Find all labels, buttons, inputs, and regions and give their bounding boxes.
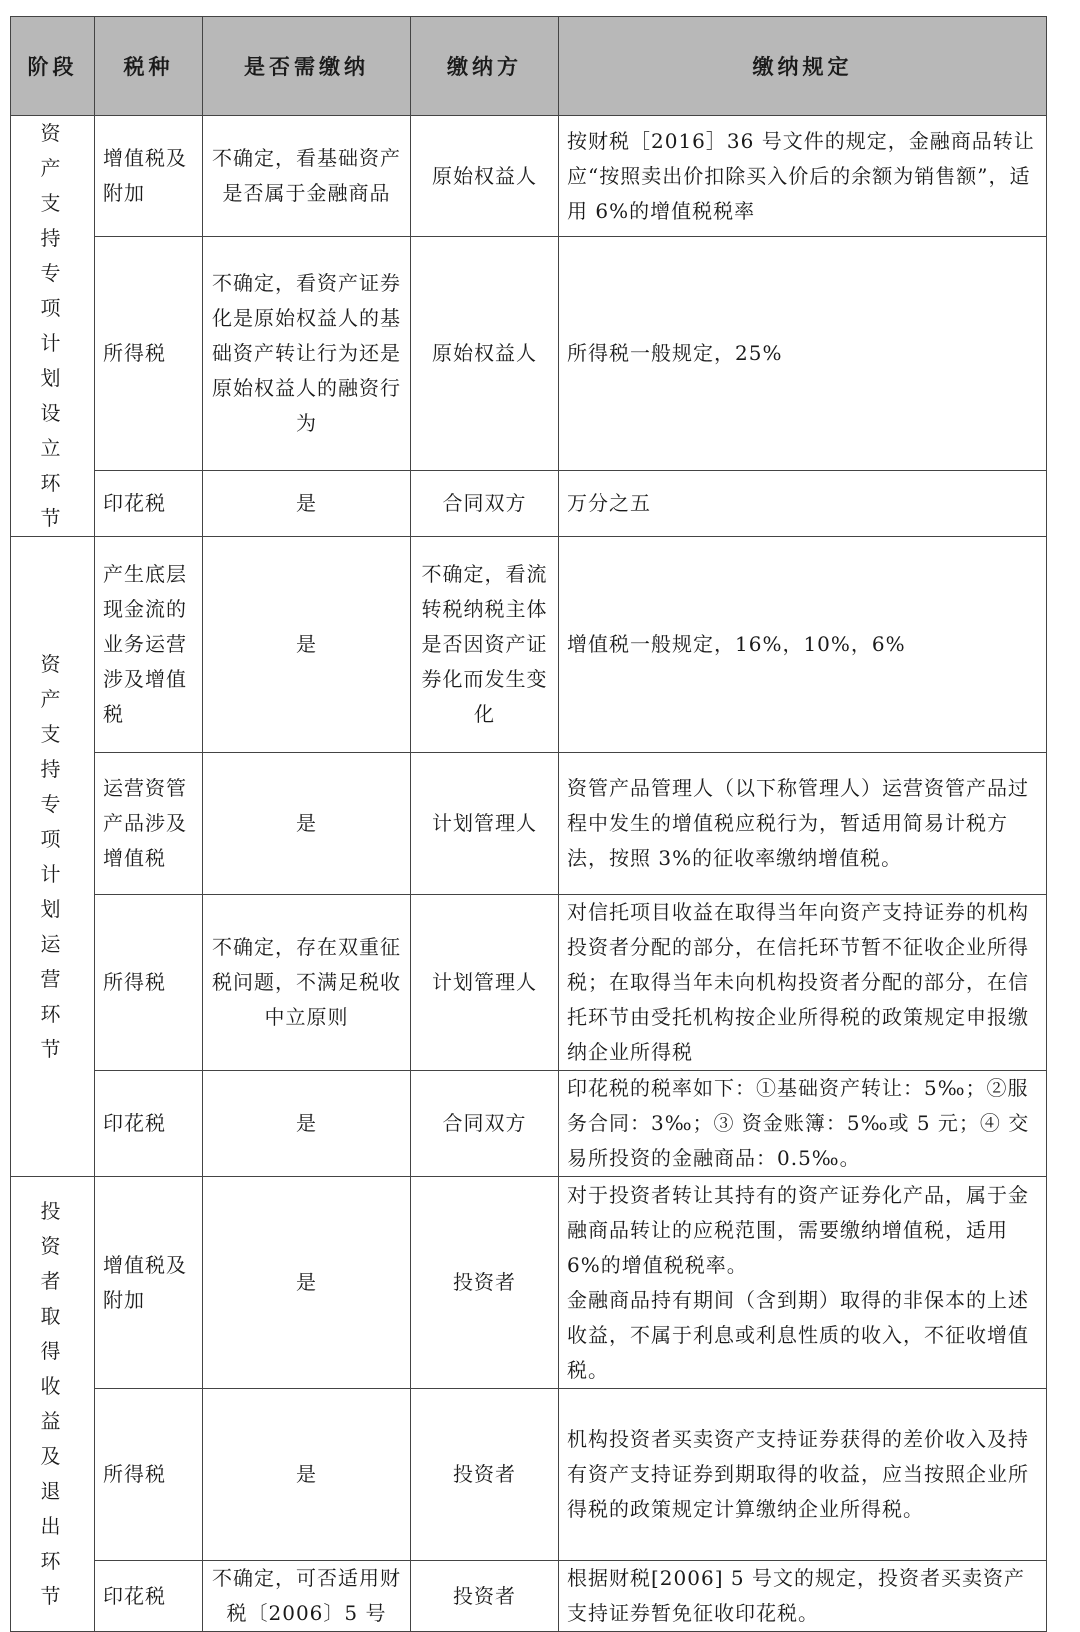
tax-type-cell: 增值税及附加 (95, 116, 203, 237)
rule-cell (559, 1561, 1047, 1632)
header-row (11, 17, 1047, 116)
tax-type-cell: 所得税 (95, 895, 203, 1071)
rule-cell (559, 116, 1047, 237)
rule-paragraph: 对于投资者转让其持有的资产证券化产品，属于金融商品转让的应税范围，需要缴纳增值税，适用 6%的增值税税率。 (567, 1182, 1029, 1277)
payer-cell: 投资者 (411, 1177, 559, 1389)
table-row (11, 753, 1047, 895)
payer-cell: 投资者 (411, 1389, 559, 1561)
header-rule: 缴纳规定 (559, 17, 1047, 116)
rule-cell (559, 237, 1047, 471)
rule-cell (559, 470, 1047, 536)
rule-cell (559, 1389, 1047, 1561)
rule-paragraph: 增值税一般规定，16%，10%，6% (567, 632, 906, 656)
tax-table (10, 16, 1047, 1632)
tax-type-cell: 印花税 (95, 1071, 203, 1177)
payer-cell: 不确定，看流转税纳税主体是否因资产证券化而发生变化 (411, 537, 559, 753)
stage-label: 资产支持专项计划设立环节 (40, 121, 65, 530)
tax-type-cell: 增值税及附加 (95, 1177, 203, 1389)
tax-table-frame (10, 16, 1046, 1632)
table-row (11, 237, 1047, 471)
rule-paragraph: 金融商品持有期间（含到期）取得的非保本的上述收益，不属于利息或利息性质的收入，不征收增值税。 (567, 1287, 1029, 1382)
rule-paragraph: 根据财税[2006] 5 号文的规定，投资者买卖资产支持证券暂免征收印花税。 (567, 1566, 1025, 1625)
payer-cell: 原始权益人 (411, 116, 559, 237)
table-body (11, 116, 1047, 1632)
need-pay-cell: 是 (203, 1071, 411, 1177)
need-pay-cell: 是 (203, 753, 411, 895)
rule-paragraph: 印花税的税率如下：①基础资产转让：5‰；②服务合同：3‰；③ 资金账簿：5‰或 5 元；④ 交易所投资的金融商品：0.5‰。 (567, 1076, 1030, 1170)
header-tax-type: 税种 (95, 17, 203, 116)
header-payer: 缴纳方 (411, 17, 559, 116)
payer-cell: 计划管理人 (411, 895, 559, 1071)
stage-cell (11, 116, 95, 537)
rule-paragraph: 资管产品管理人（以下称管理人）运营资管产品过程中发生的增值税应税行为，暂适用简易计税方法，按照 3%的征收率缴纳增值税。 (567, 776, 1029, 870)
tax-type-cell: 所得税 (95, 237, 203, 471)
need-pay-cell: 是 (203, 470, 411, 536)
rule-cell (559, 1071, 1047, 1177)
tax-type-cell: 印花税 (95, 470, 203, 536)
payer-cell: 投资者 (411, 1561, 559, 1632)
table-row (11, 895, 1047, 1071)
rule-cell (559, 1177, 1047, 1389)
payer-cell: 计划管理人 (411, 753, 559, 895)
need-pay-cell: 是 (203, 537, 411, 753)
rule-paragraph: 所得税一般规定，25% (567, 341, 783, 366)
tax-type-cell: 产生底层现金流的业务运营涉及增值税 (95, 537, 203, 753)
rule-cell (559, 753, 1047, 895)
rule-paragraph: 对信托项目收益在取得当年向资产支持证券的机构投资者分配的部分，在信托环节暂不征收企业所得税；在取得当年未向机构投资者分配的部分，在信托环节由受托机构按企业所得税的政策规定申报缴纳企业所得税 (567, 900, 1029, 1064)
table-row (11, 470, 1047, 536)
need-pay-cell: 不确定，可否适用财税〔2006〕5 号 (203, 1561, 411, 1632)
payer-cell: 合同双方 (411, 1071, 559, 1177)
header-need-pay: 是否需缴纳 (203, 17, 411, 116)
stage-cell (11, 537, 95, 1177)
table-row (11, 116, 1047, 237)
tax-type-cell: 所得税 (95, 1389, 203, 1561)
rule-paragraph: 万分之五 (567, 490, 651, 515)
stage-cell (11, 1177, 95, 1632)
header-stage: 阶段 (11, 17, 95, 116)
rule-paragraph: 按财税［2016］36 号文件的规定，金融商品转让应“按照卖出价扣除买入价后的余额为销售额”，适用 6%的增值税税率 (567, 128, 1035, 223)
rule-paragraph: 机构投资者买卖资产支持证券获得的差价收入及持有资产支持证券到期取得的收益，应当按照企业所得税的政策规定计算缴纳企业所得税。 (567, 1427, 1029, 1521)
table-row (11, 1389, 1047, 1561)
need-pay-cell: 不确定，看基础资产是否属于金融商品 (203, 116, 411, 237)
stage-label: 资产支持专项计划运营环节 (40, 651, 65, 1061)
table-row (11, 1561, 1047, 1632)
table-row (11, 537, 1047, 753)
table-row (11, 1071, 1047, 1177)
payer-cell: 原始权益人 (411, 237, 559, 471)
need-pay-cell: 不确定，看资产证券化是原始权益人的基础资产转让行为还是原始权益人的融资行为 (203, 237, 411, 471)
stage-label: 投资者取得收益及退出环节 (40, 1199, 65, 1608)
rule-cell (559, 537, 1047, 753)
table-row (11, 1177, 1047, 1389)
rule-cell (559, 895, 1047, 1071)
tax-type-cell: 运营资管产品涉及增值税 (95, 753, 203, 895)
payer-cell: 合同双方 (411, 470, 559, 536)
tax-type-cell: 印花税 (95, 1561, 203, 1632)
need-pay-cell: 是 (203, 1389, 411, 1561)
need-pay-cell: 是 (203, 1177, 411, 1389)
need-pay-cell: 不确定，存在双重征税问题，不满足税收中立原则 (203, 895, 411, 1071)
